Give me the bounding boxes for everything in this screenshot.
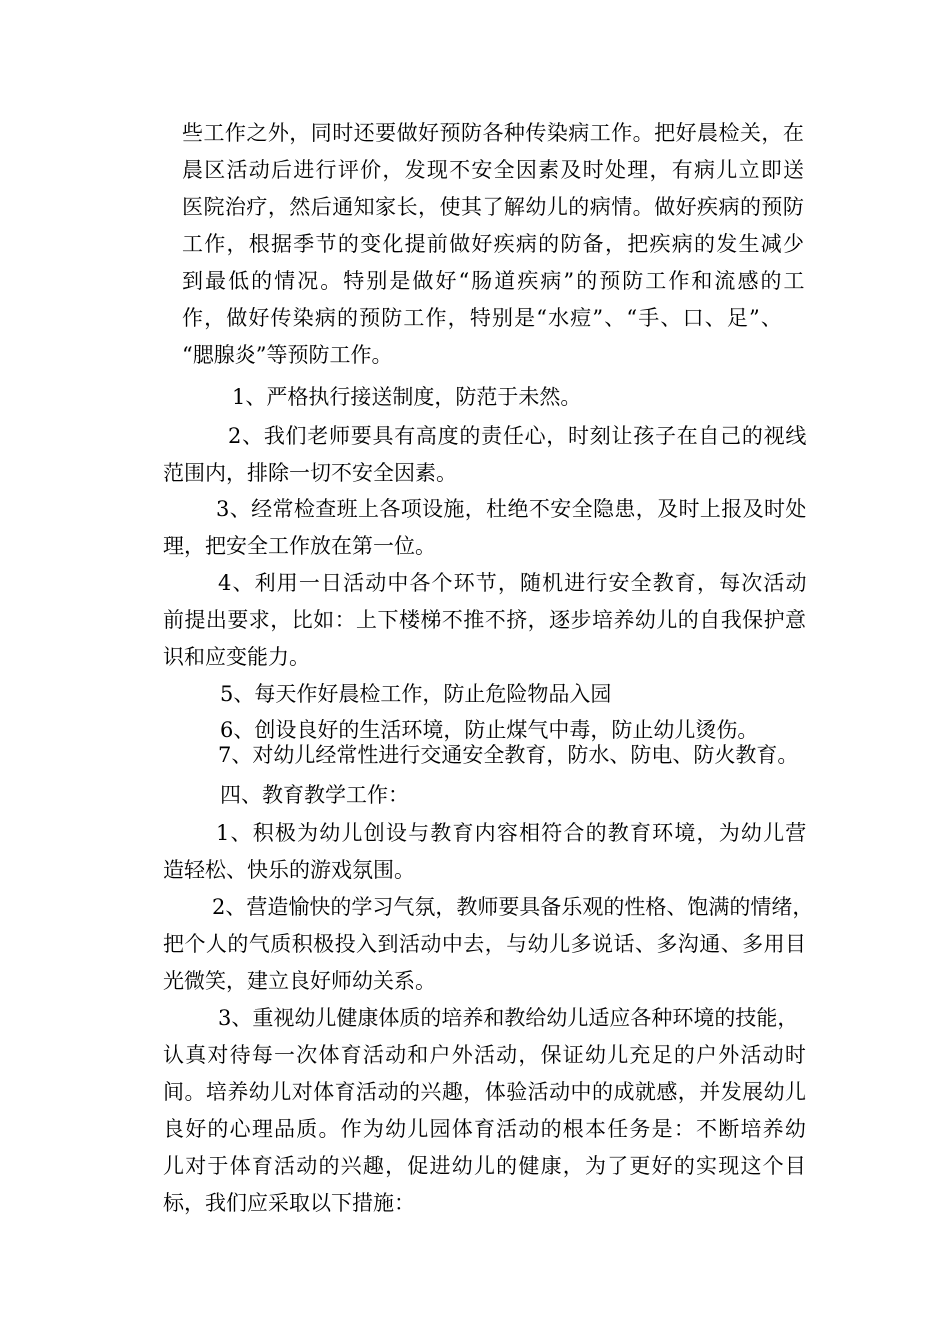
- text-line: 些工作之外，同时还要做好预防各种传染病工作。把好晨检关，在: [182, 121, 805, 145]
- text-line: 3、经常检查班上各项设施，杜绝不安全隐患，及时上报及时处: [216, 497, 807, 521]
- text-line: 2、我们老师要具有高度的责任心，时刻让孩子在自己的视线: [228, 424, 808, 448]
- text-line: 7、对幼儿经常性进行交通安全教育，防水、防电、防火教育。: [218, 743, 799, 767]
- text-line: 医院治疗，然后通知家长，使其了解幼儿的病情。做好疾病的预防: [182, 195, 805, 219]
- text-line: 光微笑，建立良好师幼关系。: [163, 969, 436, 993]
- text-line: 6、创设良好的生活环境，防止煤气中毒，防止幼儿烫伤。: [220, 718, 759, 742]
- text-line: 1、积极为幼儿创设与教育内容相符合的教育环境，为幼儿营: [216, 821, 808, 845]
- text-line: 晨区活动后进行评价，发现不安全因素及时处理，有病儿立即送: [182, 158, 806, 182]
- text-line: 3、重视幼儿健康体质的培养和教给幼儿适应各种环境的技能，: [218, 1006, 799, 1030]
- text-line: 造轻松、快乐的游戏氛围。: [163, 858, 415, 882]
- text-line: 理，把安全工作放在第一位。: [163, 534, 436, 558]
- text-line: 前提出要求，比如：上下楼梯不推不挤，逐步培养幼儿的自我保护意: [163, 608, 807, 632]
- text-line: 4、利用一日活动中各个环节，随机进行安全教育，每次活动: [218, 571, 808, 595]
- text-line: 把个人的气质积极投入到活动中去，与幼儿多说话、多沟通、多用目: [163, 932, 807, 956]
- text-line: 范围内，排除一切不安全因素。: [163, 461, 457, 485]
- text-line: 工作，根据季节的变化提前做好疾病的防备，把疾病的发生减少: [182, 232, 806, 256]
- text-line: 儿对于体育活动的兴趣，促进幼儿的健康，为了更好的实现这个目: [163, 1154, 808, 1178]
- text-line: 1、严格执行接送制度，防范于未然。: [232, 385, 582, 409]
- text-line: 标，我们应采取以下措施：: [163, 1191, 415, 1215]
- section-heading: 四、教育教学工作：: [220, 783, 409, 807]
- text-line: 2、营造愉快的学习气氛，教师要具备乐观的性格、饱满的情绪，: [212, 895, 814, 919]
- text-line: 到最低的情况。特别是做好“肠道疾病”的预防工作和流感的工: [182, 269, 807, 293]
- text-line: “腮腺炎”等预防工作。: [182, 343, 393, 367]
- text-line: 间。培养幼儿对体育活动的兴趣，体验活动中的成就感，并发展幼儿: [163, 1080, 807, 1104]
- text-line: 作，做好传染病的预防工作，特别是“水痘”、“手、口、足”、: [182, 306, 784, 330]
- text-line: 识和应变能力。: [163, 645, 310, 669]
- text-line: 良好的心理品质。作为幼儿园体育活动的根本任务是：不断培养幼: [163, 1117, 808, 1141]
- text-line: 认真对待每一次体育活动和户外活动，保证幼儿充足的户外活动时: [163, 1043, 808, 1067]
- text-line: 5、每天作好晨检工作，防止危险物品入园: [220, 682, 612, 706]
